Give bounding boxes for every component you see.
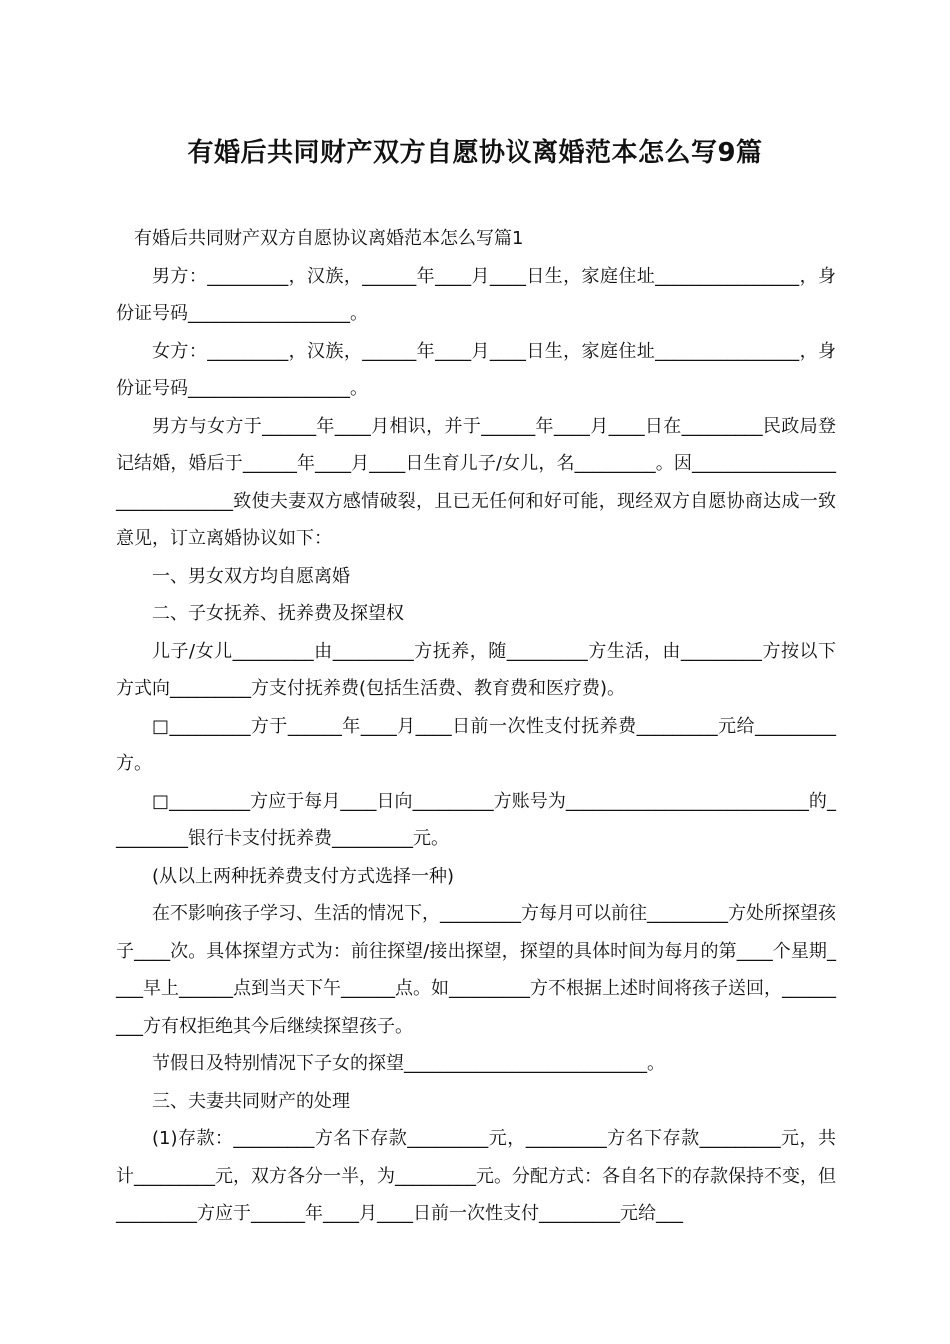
clause-heading-property: 三、夫妻共同财产的处理	[152, 1090, 350, 1112]
section-subtitle: 有婚后共同财产双方自愿协议离婚范本怎么写篇1	[134, 228, 524, 249]
clause-heading-custody: 二、子女抚养、抚养费及探望权	[152, 603, 404, 624]
paragraph-male-party: 男方：_________，汉族，______年____月____日生，家庭住址________________，身份证号码__________________。	[116, 265, 836, 324]
paragraph-lump-sum-support: □_________方于______年____月____日前一次性支付抚养费_________元给_________方。	[116, 715, 836, 774]
document-body	[116, 220, 836, 1233]
paragraph-holiday-visitation: 节假日及特别情况下子女的探望___________________________。	[152, 1053, 665, 1074]
paragraph-deposits: (1)存款：_________方名下存款_________元，_________方名下存款_________元，共计_________元，双方各分一半，为_________元。分配方式：各自名下的存款保持不变，但_________方应于______年____月____日前一次性支付_________元给___	[116, 1128, 836, 1224]
paragraph-custody: 儿子/女儿_________由_________方抚养，随_________方生活，由_________方按以下方式向_________方支付抚养费(包括生活费、教育费和医疗费)。	[116, 640, 836, 699]
paragraph-visitation: 在不影响孩子学习、生活的情况下，_________方每月可以前往_________方处所探望孩子____次。具体探望方式为：前往探望/接出探望，探望的具体时间为每月的第____个星期____早上______点到当天下午______点。如_________方不根据上述时间将孩子送回，_________方有权拒绝其今后继续探望孩子。	[116, 903, 836, 1037]
document-title: 有婚后共同财产双方自愿协议离婚范本怎么写9篇	[187, 138, 763, 168]
clause-heading-divorce: 一、男女双方均自愿离婚	[152, 565, 350, 587]
paragraph-marriage-background: 男方与女方于______年____月相识，并于______年____月____日在_________民政局登记结婚，婚后于______年____月____日生育儿子/女儿，名_________。因_____________________________致使夫妻双方感情破裂，且已无任何和好可能，现经双方自愿协商达成一致意见，订立离婚协议如下：	[116, 415, 836, 549]
paragraph-monthly-support: □_________方应于每月____日向_________方账号为___________________________的_________银行卡支付抚养费_________元。	[116, 790, 836, 849]
paragraph-support-choice-note: (从以上两种抚养费支付方式选择一种)	[152, 865, 455, 887]
paragraph-female-party: 女方：_________，汉族，______年____月____日生，家庭住址________________，身份证号码__________________。	[116, 340, 836, 399]
